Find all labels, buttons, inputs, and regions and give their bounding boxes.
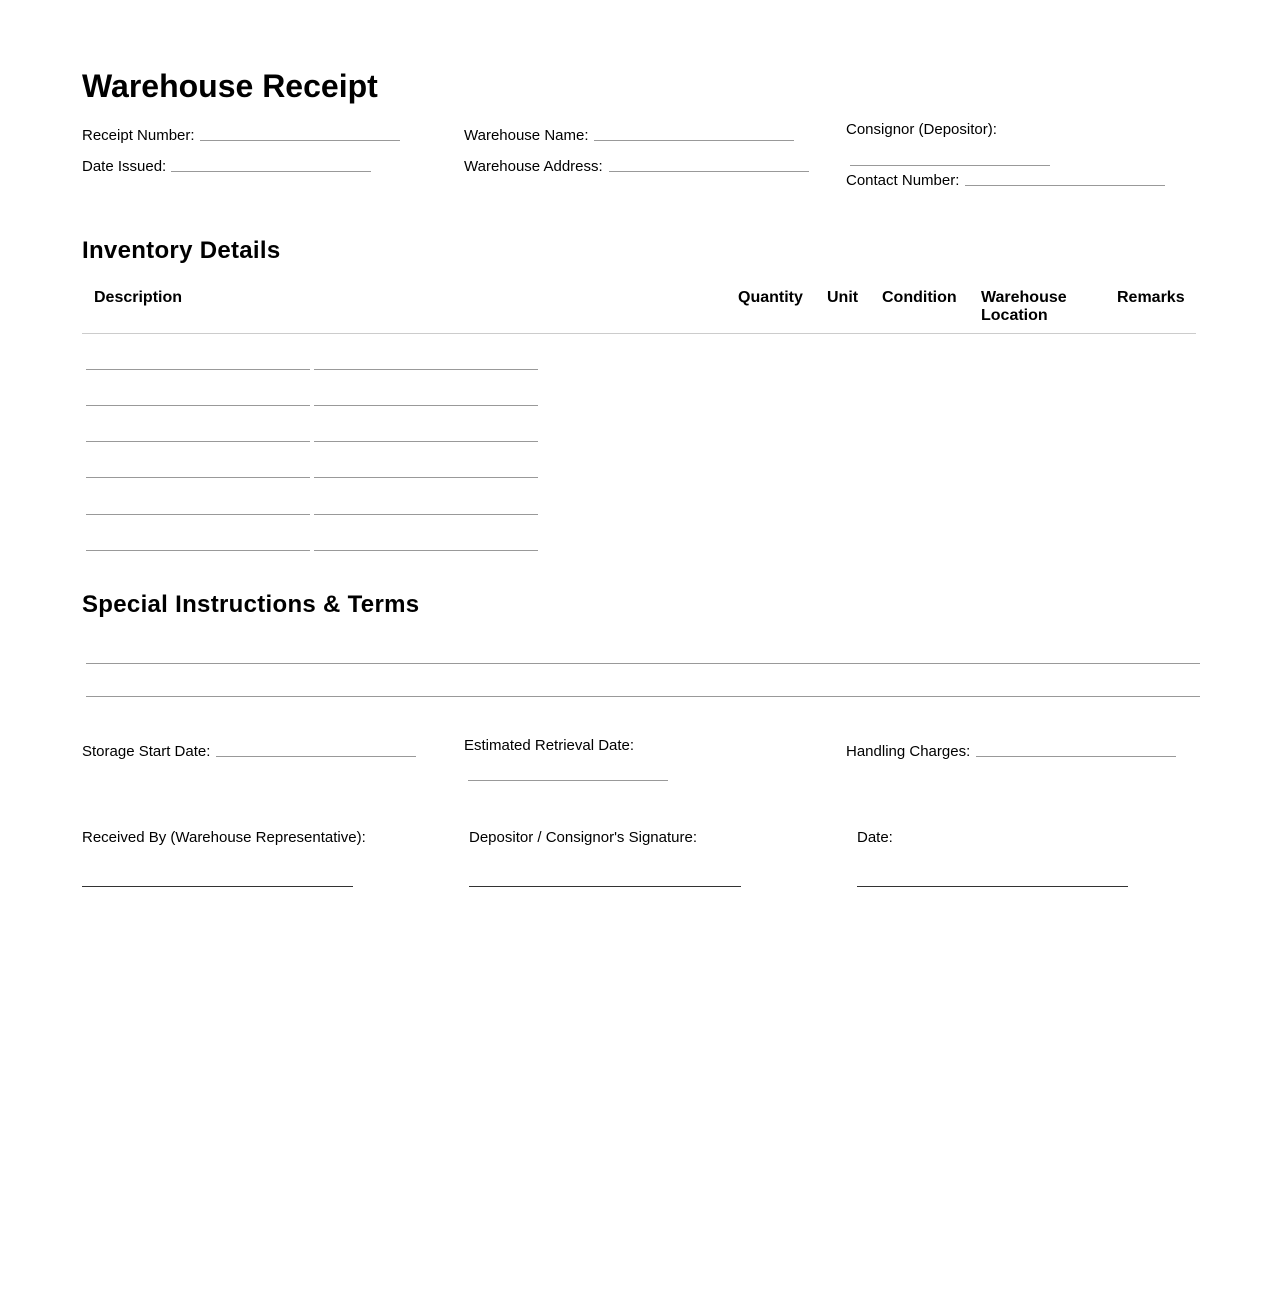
inventory-row-quantity-field[interactable] (314, 550, 538, 551)
signature-date-line[interactable] (857, 886, 1128, 887)
inventory-heading: Inventory Details (82, 237, 281, 264)
inventory-row-description-field[interactable] (86, 514, 310, 515)
inventory-row-description-field[interactable] (86, 550, 310, 551)
consignor-field[interactable] (850, 165, 1050, 166)
inventory-row-description-field[interactable] (86, 369, 310, 370)
consignor-label: Consignor (Depositor): (846, 121, 997, 138)
storage-start-date-field[interactable] (216, 756, 416, 757)
inventory-row-description-field[interactable] (86, 477, 310, 478)
table-header-divider (82, 333, 1196, 334)
date-issued-label: Date Issued: (82, 158, 167, 175)
date-issued-field[interactable] (171, 171, 371, 172)
warehouse-address-label: Warehouse Address: (464, 158, 603, 175)
column-header-warehouse-location: Warehouse Location (981, 289, 1067, 324)
terms-line-2[interactable] (86, 696, 1200, 697)
inventory-row-description-field[interactable] (86, 405, 310, 406)
warehouse-address-field[interactable] (609, 171, 809, 172)
column-header-description: Description (94, 289, 183, 306)
signature-date-label: Date: (857, 829, 893, 846)
retrieval-date-label: Estimated Retrieval Date: (464, 737, 635, 754)
contact-number-field[interactable] (965, 185, 1165, 186)
warehouse-name-label: Warehouse Name: (464, 127, 589, 144)
receipt-number-field[interactable] (200, 140, 400, 141)
column-header-quantity: Quantity (738, 289, 803, 306)
inventory-row-quantity-field[interactable] (314, 514, 538, 515)
inventory-row-quantity-field[interactable] (314, 441, 538, 442)
received-by-signature-line[interactable] (82, 886, 353, 887)
warehouse-name-field[interactable] (594, 140, 794, 141)
inventory-row-description-field[interactable] (86, 441, 310, 442)
retrieval-date-field[interactable] (468, 780, 668, 781)
column-header-remarks: Remarks (1117, 289, 1185, 306)
depositor-signature-label: Depositor / Consignor's Signature: (469, 829, 697, 846)
handling-charges-field[interactable] (976, 756, 1176, 757)
handling-charges-label: Handling Charges: (846, 743, 971, 760)
terms-heading: Special Instructions & Terms (82, 591, 420, 618)
contact-number-label: Contact Number: (846, 172, 960, 189)
terms-line-1[interactable] (86, 663, 1200, 664)
column-header-condition: Condition (882, 289, 957, 306)
received-by-label: Received By (Warehouse Representative): (82, 829, 366, 846)
inventory-row-quantity-field[interactable] (314, 477, 538, 478)
inventory-row-quantity-field[interactable] (314, 405, 538, 406)
inventory-row-quantity-field[interactable] (314, 369, 538, 370)
receipt-number-label: Receipt Number: (82, 127, 195, 144)
column-header-unit: Unit (827, 289, 859, 306)
storage-start-date-label: Storage Start Date: (82, 743, 211, 760)
page-title: Warehouse Receipt (82, 68, 378, 104)
depositor-signature-line[interactable] (469, 886, 741, 887)
